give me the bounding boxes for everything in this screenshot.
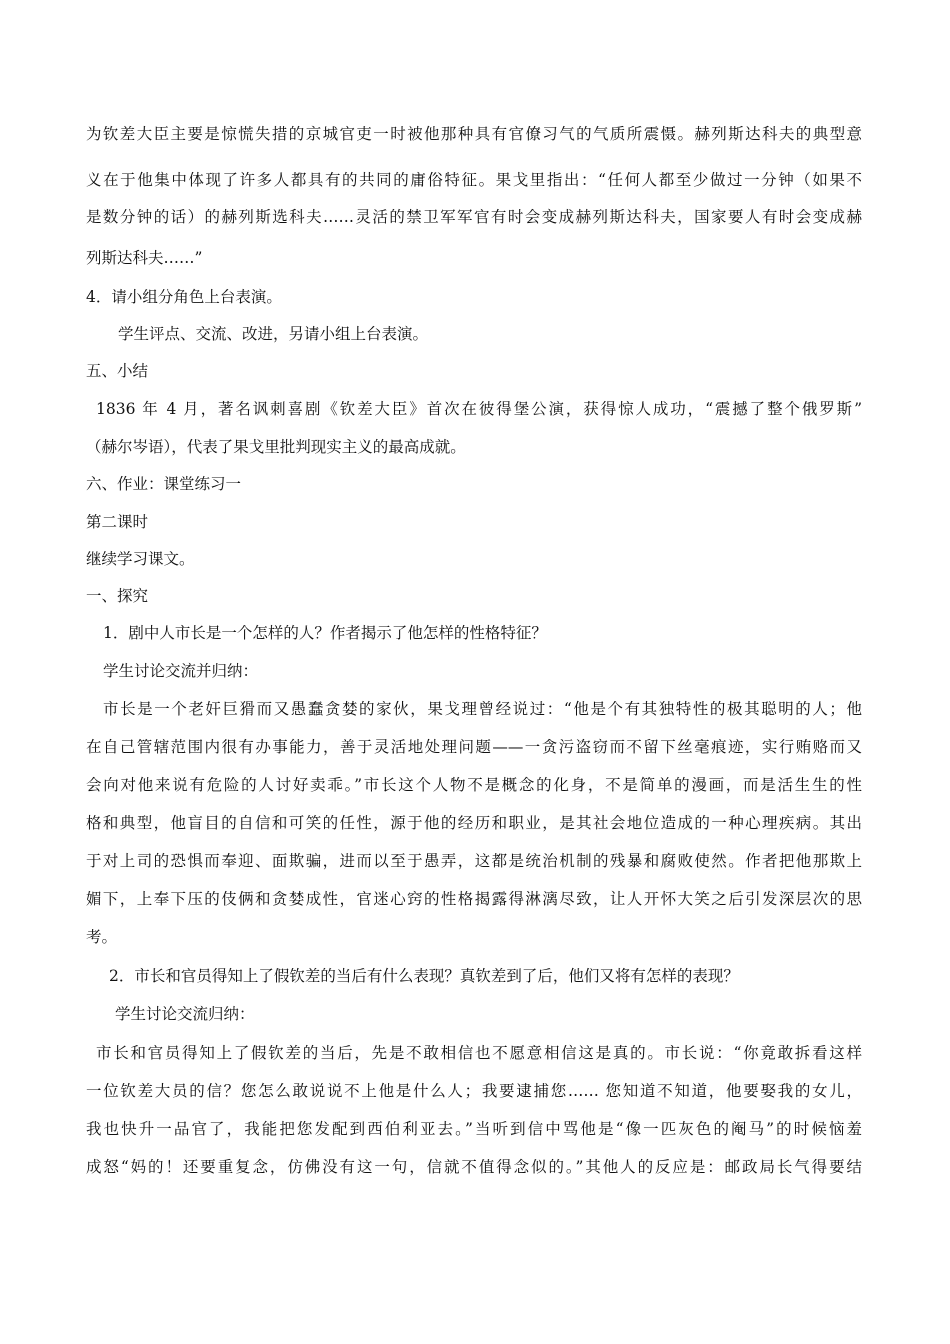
paragraph-line: （赫尔岑语），代表了果戈里批判现实主义的最高成就。 [86, 438, 466, 456]
paragraph-line: 在自己管辖范围内很有办事能力，善于灵活地处理问题——一贪污盗窃而不留下丝毫痕迹，实行贿赂而又 [86, 738, 862, 756]
paragraph-line: 我也快升一品官了，我能把您发配到西伯利亚去。”当听到信中骂他是“像一匹灰色的阉马”的时候恼羞 [86, 1120, 862, 1138]
paragraph-line: 市长是一个老奸巨猾而又愚蠢贪婪的家伙，果戈理曾经说过：“他是个有其独特性的极其聪明的人；他 [103, 700, 862, 718]
paragraph-line: 于对上司的恐惧而奉迎、面欺骗，进而以至于愚弄，这都是统治机制的残暴和腐败使然。作者把他那欺上 [86, 852, 862, 870]
paragraph-line: 一位钦差大员的信？您怎么敢说说不上他是什么人；我要逮捕您…… 您知道不知道，他要娶我的女儿， [86, 1082, 862, 1100]
paragraph-line: 义在于他集中体现了许多人都具有的共同的庸俗特征。果戈里指出：“任何人都至少做过一分钟（如果不 [86, 171, 862, 189]
paragraph-line: 为钦差大臣主要是惊慌失措的京城官吏一时被他那种具有官僚习气的气质所震慑。赫列斯达科夫的典型意 [86, 125, 862, 143]
paragraph-line: 学生评点、交流、改进，另请小组上台表演。 [118, 325, 429, 343]
paragraph-line: 学生讨论交流并归纳： [103, 662, 259, 680]
question-item: 2．市长和官员得知上了假钦差的当后有什么表现？真钦差到了后，他们又将有怎样的表现？ [109, 967, 739, 985]
paragraph-line: 1836 年 4 月，著名讽刺喜剧《钦差大臣》首次在彼得堡公演，获得惊人成功，“震撼了整个俄罗斯” [96, 400, 862, 418]
paragraph-line: 学生讨论交流归纳： [115, 1005, 255, 1023]
paragraph-line: 格和典型，他盲目的自信和可笑的任性，源于他的经历和职业，是其社会地位造成的一种心理疾病。其出 [86, 814, 862, 832]
list-item: 4．请小组分角色上台表演。 [86, 288, 282, 306]
paragraph-line: 继续学习课文。 [86, 550, 195, 568]
section-heading: 五、小结 [86, 362, 149, 380]
section-heading: 一、探究 [86, 587, 149, 605]
paragraph-line: 成怒“妈的！还要重复念，仿佛没有这一句，信就不值得念似的。”其他人的反应是：邮政局长气得要结 [86, 1158, 862, 1176]
paragraph-line: 是数分钟的话）的赫列斯选科夫……灵活的禁卫军军官有时会变成赫列斯达科夫，国家要人有时会变成赫 [86, 208, 862, 226]
paragraph-line: 媚下，上奉下压的伎俩和贪婪成性，官迷心窍的性格揭露得淋漓尽致，让人开怀大笑之后引发深层次的思 [86, 890, 862, 908]
paragraph-line: 考。 [86, 928, 118, 946]
section-heading: 六、作业：课堂练习一 [86, 475, 242, 493]
paragraph-line: 市长和官员得知上了假钦差的当后，先是不敢相信也不愿意相信这是真的。市长说：“你竟敢拆看这样 [96, 1044, 862, 1062]
question-item: 1．剧中人市长是一个怎样的人？作者揭示了他怎样的性格特征？ [103, 624, 547, 642]
section-heading: 第二课时 [86, 513, 149, 531]
paragraph-line: 会向对他来说有危险的人讨好卖乖。”市长这个人物不是概念的化身，不是简单的漫画，而是活生生的性 [86, 776, 862, 794]
paragraph-line: 列斯达科夫……” [86, 249, 203, 267]
